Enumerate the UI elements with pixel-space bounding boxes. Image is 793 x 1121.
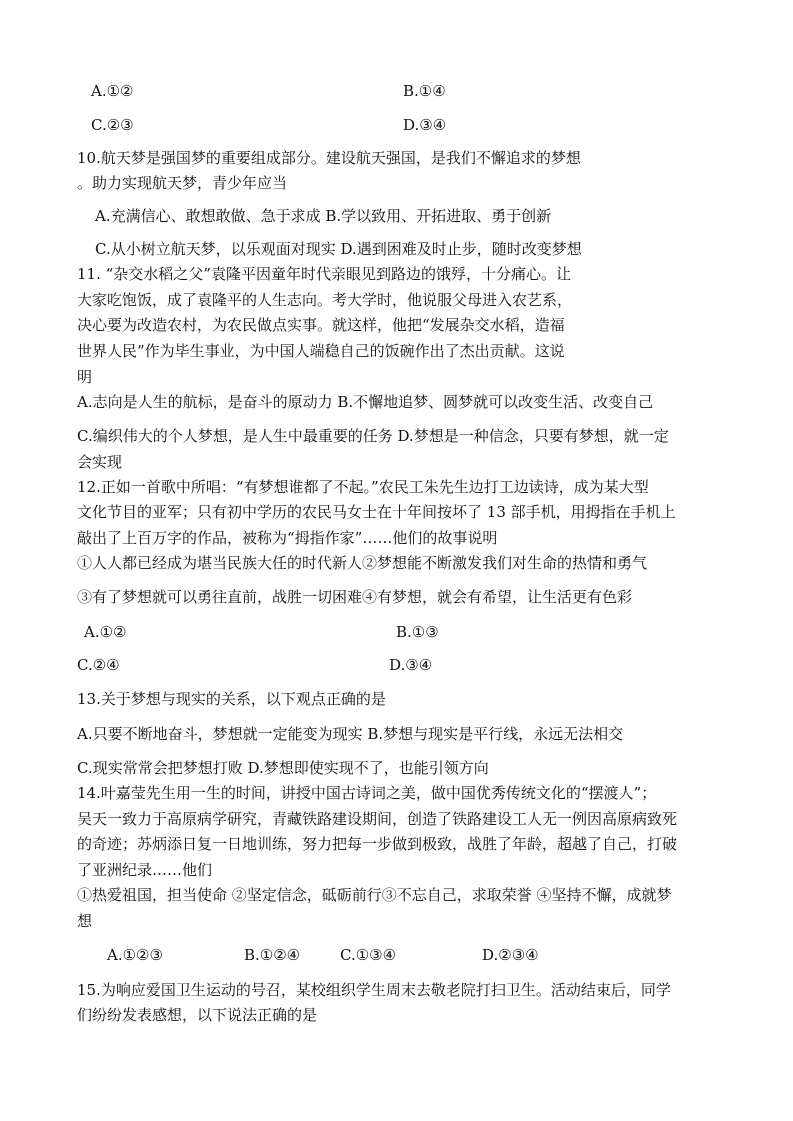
q11-stem-line-4: 世界人民”作为毕生事业，为中国人端稳自己的饭碗作出了杰出贡献。这说 xyxy=(77,342,565,360)
q14-option-b: B.①②④ xyxy=(244,946,301,964)
q14-stem-line-3: 的奇迹；苏炳添日复一日地训练，努力把每一步做到极致，战胜了年龄，超越了自己，打破 xyxy=(77,835,678,853)
q12-stem-line-2: 文化节目的亚军；只有初中学历的农民马女士在十年间按坏了 13 部手机，用拇指在手机上 xyxy=(77,503,676,521)
q15-stem-line-2: 们纷纷发表感想，以下说法正确的是 xyxy=(77,1006,318,1024)
q14-option-c: C.①③④ xyxy=(340,946,397,964)
q12-option-b: B.①③ xyxy=(396,623,439,641)
q11-stem-line-1: 11. “杂交水稻之父”袁隆平因童年时代亲眼见到路边的饿殍，十分痛心。让 xyxy=(77,265,571,283)
q12-items-3-4: ③有了梦想就可以勇往直前，战胜一切困难④有梦想，就会有希望，让生活更有色彩 xyxy=(77,588,633,606)
q11-options-cd-line-2: 会实现 xyxy=(77,453,123,471)
q11-stem-line-3: 决心要为改造农村，为农民做点实事。就这样，他把“发展杂交水稻，造福 xyxy=(77,316,565,334)
q11-options-ab: A.志向是人生的航标，是奋斗的原动力 B.不懈地追梦、圆梦就可以改变生活、改变自己 xyxy=(77,393,654,411)
q10-options-cd: C.从小树立航天梦，以乐观面对现实 D.遇到困难及时止步，随时改变梦想 xyxy=(95,240,582,258)
q10-options-ab: A.充满信心、敢想敢做、急于求成 B.学以致用、开拓进取、勇于创新 xyxy=(95,207,552,225)
q14-stem-line-4: 了亚洲纪录……他们 xyxy=(77,861,213,879)
q14-items-line-2: 想 xyxy=(77,912,93,930)
q9-option-c: C.②③ xyxy=(91,116,134,134)
q11-stem-line-2: 大家吃饱饭，成了袁隆平的人生志向。考大学时，他说服父母进入农艺系， xyxy=(77,291,573,309)
q11-stem-line-5: 明 xyxy=(77,368,93,386)
q10-stem-line-2: 。助力实现航天梦，青少年应当 xyxy=(77,174,288,192)
q9-option-a: A.①② xyxy=(91,82,134,100)
q14-option-d: D.②③④ xyxy=(482,946,539,964)
q13-options-ab: A.只要不断地奋斗，梦想就一定能变为现实 B.梦想与现实是平行线，永远无法相交 xyxy=(77,725,624,743)
q10-stem-line-1: 10.航天梦是强国梦的重要组成部分。建设航天强国，是我们不懈追求的梦想 xyxy=(77,149,581,167)
q11-options-cd-line-1: C.编织伟大的个人梦想，是人生中最重要的任务 D.梦想是一种信念，只要有梦想，就一定 xyxy=(77,427,669,445)
q9-option-b: B.①④ xyxy=(403,82,446,100)
q12-option-a: A.①② xyxy=(84,623,127,641)
q12-items-1-2: ①人人都已经成为堪当民族大任的时代新人②梦想能不断激发我们对生命的热情和勇气 xyxy=(77,554,648,572)
q12-option-c: C.②④ xyxy=(77,656,120,674)
q13-options-cd: C.现实常常会把梦想打败 D.梦想即使实现不了，也能引领方向 xyxy=(77,759,489,777)
q9-option-d: D.③④ xyxy=(403,116,447,134)
q14-items-line-1: ①热爱祖国，担当使命 ②坚定信念，砥砺前行③不忘自己，求取荣誉 ④坚持不懈，成就梦 xyxy=(77,886,672,904)
q14-option-a: A.①②③ xyxy=(107,946,163,964)
q14-stem-line-1: 14.叶嘉莹先生用一生的时间，讲授中国古诗词之美，做中国优秀传统文化的“摆渡人”； xyxy=(77,784,657,802)
q13-stem: 13.关于梦想与现实的关系，以下观点正确的是 xyxy=(77,690,386,708)
q15-stem-line-1: 15.为响应爱国卫生运动的号召，某校组织学生周末去敬老院打扫卫生。活动结束后，同学 xyxy=(77,981,671,999)
q12-stem-line-1: 12.正如一首歌中所唱：“有梦想谁都了不起。”农民工朱先生边打工边读诗，成为某大型 xyxy=(77,478,649,496)
q12-option-d: D.③④ xyxy=(389,656,433,674)
q12-stem-line-3: 敲出了上百万字的作品，被称为“拇指作家”……他们的故事说明 xyxy=(77,529,498,547)
q14-stem-line-2: 吴天一致力于高原病学研究，青藏铁路建设期间，创造了铁路建设工人无一例因高原病致死 xyxy=(77,810,678,828)
